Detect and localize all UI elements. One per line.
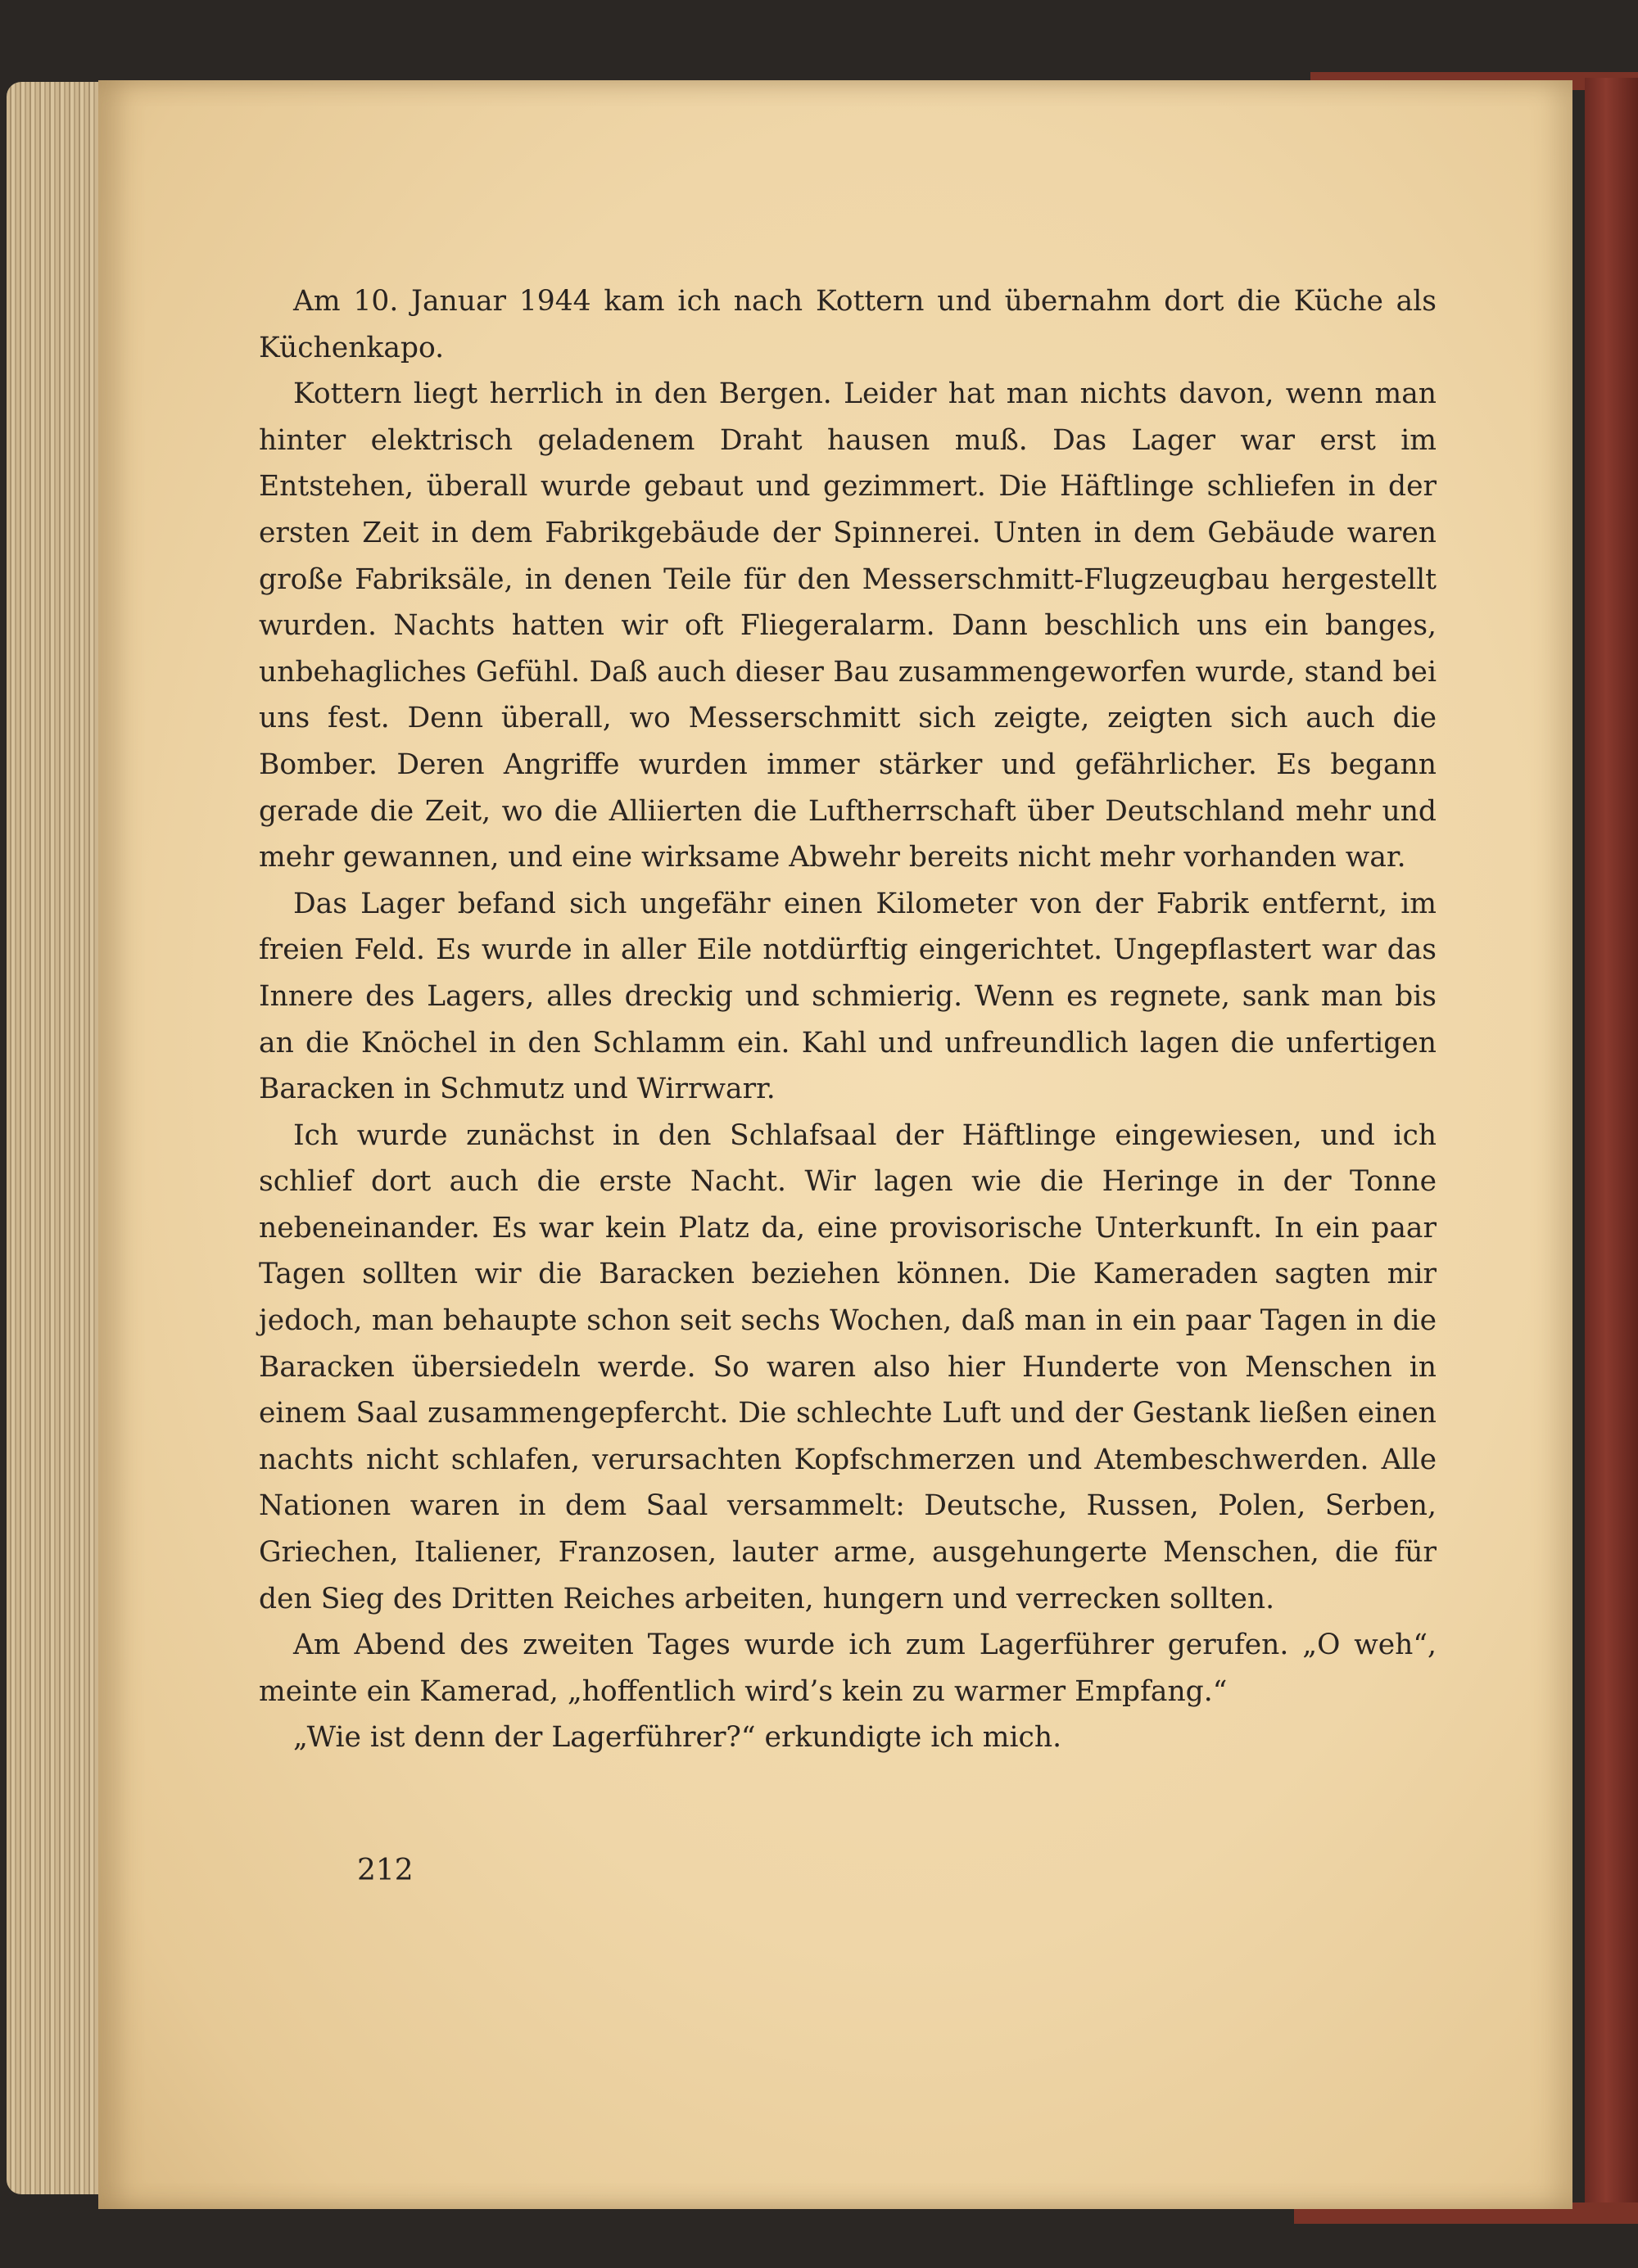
book-cover-right-edge (1585, 78, 1638, 2223)
page-number: 212 (357, 1854, 414, 1887)
page-body-text (259, 278, 1437, 1761)
paragraph: Ich wurde zunächst in den Schlafsaal der Häftlinge eingewiesen, und ich schlief dort auch die erste Nacht. Wir lagen wie die Heringe in der Tonne nebeneinander. Es war kein Platz da, eine provisorische Unterkunft. In ein paar Tagen sollten wir die Baracken beziehen können. Die Kameraden sagten mir jedoch, man behaupte schon seit sechs Wochen, daß man in ein paar Tagen in die Baracken übersiedeln werde. So waren also hier Hunderte von Menschen in einem Saal zusammengepfercht. Die schlechte Luft und der Gestank ließen einen nachts nicht schlafen, verursachten Kopfschmerzen und Atembeschwerden. Alle Nationen waren in dem Saal versammelt: Deutsche, Russen, Polen, Serben, Griechen, Italiener, Franzosen, lauter arme, ausgehungerte Menschen, die für den Sieg des Dritten Reiches arbeiten, hungern und verrecken sollten. (259, 1118, 1437, 1615)
paragraph: Am 10. Januar 1944 kam ich nach Kottern und übernahm dort die Küche als Küchenkapo. (259, 285, 1437, 364)
paragraph: Kottern liegt herrlich in den Bergen. Leider hat man nichts davon, wenn man hinter elektrisch geladenem Draht hausen muß. Das Lager war erst im Entstehen, überall wurde gebaut und gezimmert. Die Häftlinge schliefen in der ersten Zeit in dem Fabrikgebäude der Spinnerei. Unten in dem Gebäude waren große Fabriksäle, in denen Teile für den Messerschmitt-Flugzeugbau hergestellt wurden. Nachts hatten wir oft Fliegeralarm. Dann beschlich uns ein banges, unbehagliches Gefühl. Daß auch dieser Bau zusammengeworfen wurde, stand bei uns fest. Denn überall, wo Messerschmitt sich zeigte, zeigten sich auch die Bomber. Deren Angriffe wurden immer stärker und gefährlicher. Es begann gerade die Zeit, wo die Alliierten die Luftherrschaft über Deutschland mehr und mehr gewannen, und eine wirksame Abwehr bereits nicht mehr vorhanden war. (259, 377, 1437, 874)
paragraph: Am Abend des zweiten Tages wurde ich zum Lagerführer gerufen. „O weh“, meinte ein Kamerad, „hoffentlich wird’s kein zu warmer Empfang.“ (259, 1629, 1437, 1708)
paragraph: Das Lager befand sich ungefähr einen Kilometer von der Fabrik entfernt, im freien Feld. Es wurde in aller Eile notdürftig eingerichtet. Ungepflastert war das Innere des Lagers, alles dreckig und schmierig. Wenn es regnete, sank man bis an die Knöchel in den Schlamm ein. Kahl und unfreundlich lagen die unfertigen Baracken in Schmutz und Wirrwarr. (259, 887, 1437, 1106)
paragraph: „Wie ist denn der Lagerführer?“ erkundigte ich mich. (293, 1721, 1062, 1755)
